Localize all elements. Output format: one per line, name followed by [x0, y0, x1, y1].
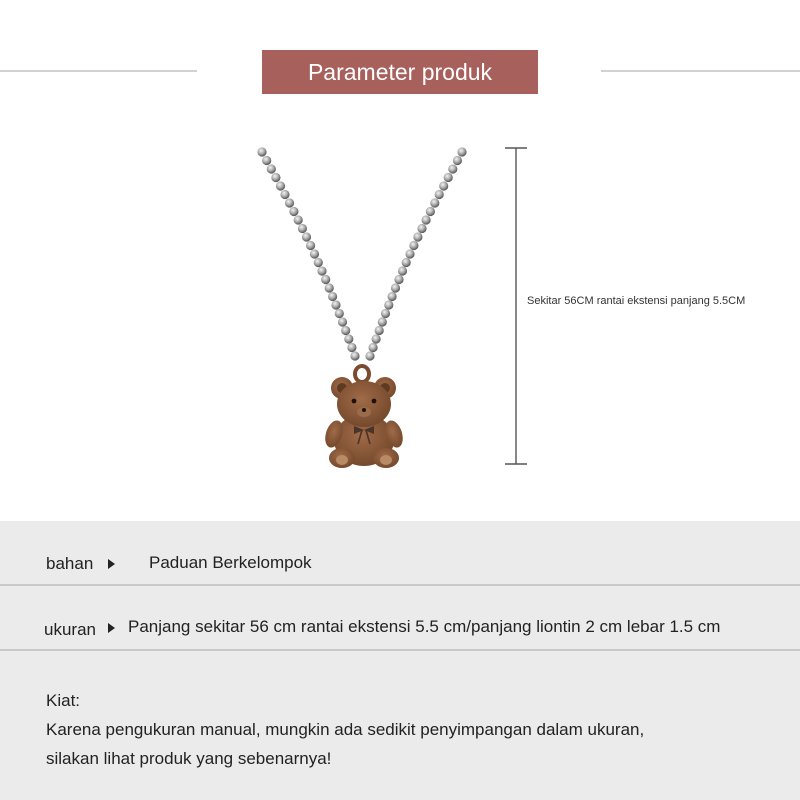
tips-title: Kiat:	[46, 691, 81, 710]
tips-line: Karena pengukuran manual, mungkin ada sedikit penyimpangan dalam ukuran,	[46, 720, 645, 739]
product-image	[230, 130, 510, 500]
tips-line: silakan lihat produk yang sebenarnya!	[46, 749, 332, 768]
row-divider	[0, 649, 800, 651]
section-title: Parameter produk	[307, 58, 493, 85]
spec-value: Paduan Berkelompok	[149, 553, 312, 572]
spec-label: ukuran	[44, 620, 96, 639]
row-divider	[0, 584, 800, 586]
spec-label: bahan	[46, 554, 94, 573]
spec-value: Panjang sekitar 56 cm rantai ekstensi 5.5 cm/panjang liontin 2 cm lebar 1.5 cm	[128, 617, 721, 636]
section-title-banner	[262, 50, 538, 94]
right-triangle-arrow-icon	[108, 623, 115, 633]
header-left-line	[0, 70, 197, 72]
length-label: Sekitar 56CM rantai ekstensi panjang 5.5CM	[527, 295, 746, 307]
chain-beads	[257, 147, 466, 360]
bear-pendant	[322, 366, 406, 468]
header-right-line	[601, 70, 800, 72]
tips-block	[46, 686, 644, 773]
right-triangle-arrow-icon	[108, 559, 115, 569]
